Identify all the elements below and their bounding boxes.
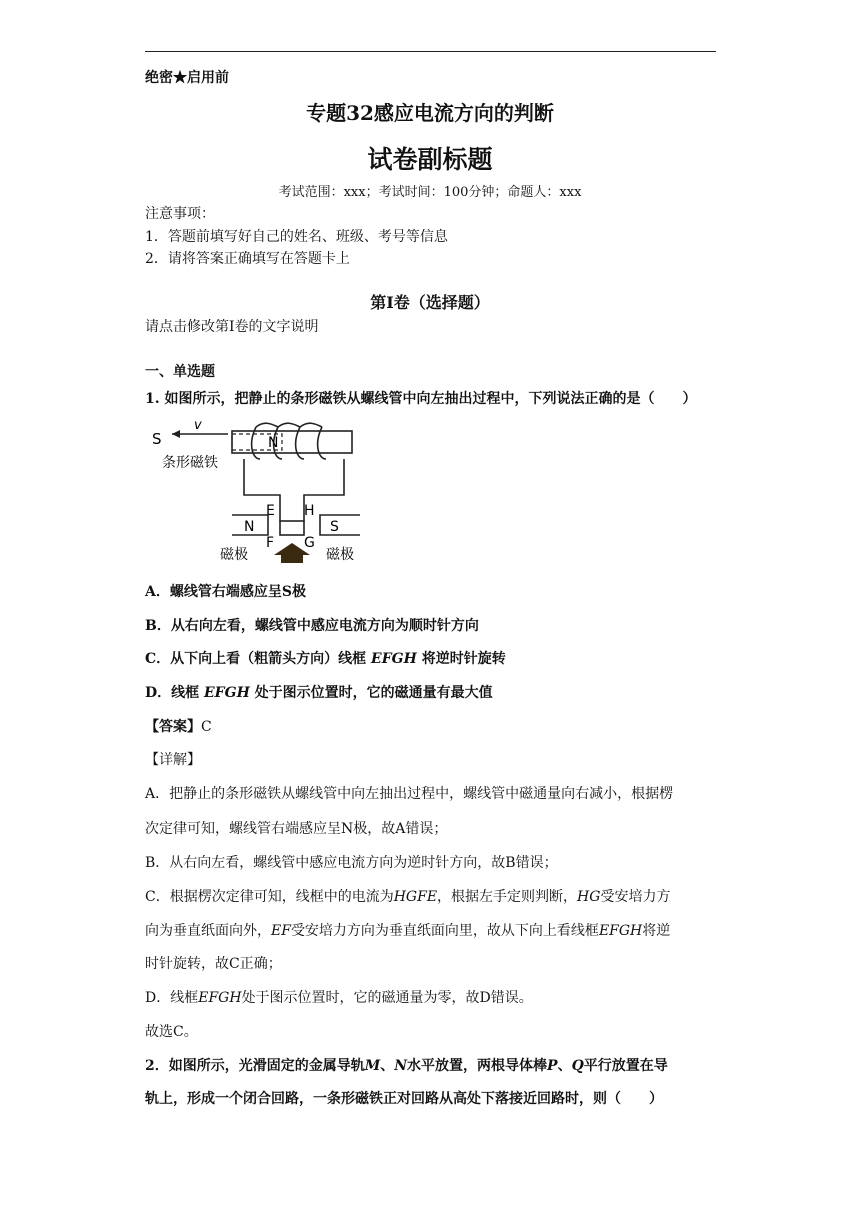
label-h: H [304,503,315,519]
page-title: 专题32感应电流方向的判断 [306,101,554,125]
q1-detail-b: B．从右向左看，螺线管中感应电流方向为逆时针方向，故B错误； [145,855,558,871]
magnet-n-label: N [268,435,279,451]
solenoid-coil-top [256,423,322,427]
q1-detail-a-line2: 次定律可知，螺线管右端感应呈N极，故A错误； [145,821,448,837]
confidential-mark: 绝密★启用前 [145,70,229,86]
question-2-line1: 2．如图所示，光滑固定的金属导轨M、N水平放置，两根导体棒P、Q平行放置在导 [145,1058,668,1074]
magnet-s-label: S [152,430,162,448]
q1-option-c: C．从下向上看（粗箭头方向）线框 EFGH 将逆时针旋转 [145,651,506,667]
velocity-arrow-head [172,430,180,438]
q1-detail-a-line1: A．把静止的条形磁铁从螺线管中向左抽出过程中，螺线管中磁通量向右减小，根据楞 [145,786,674,802]
part-description: 请点击修改第I卷的文字说明 [145,319,319,335]
exam-info: 考试范围：xxx；考试时间：100分钟；命题人：xxx [278,185,582,200]
q1-conclusion: 故选C。 [145,1024,198,1040]
q1-option-d: D．线框 EFGH 处于图示位置时，它的磁通量有最大值 [145,685,493,701]
section-heading: 一、单选题 [145,364,215,380]
question-2-line2: 轨上，形成一个闭合回路，一条形磁铁正对回路从高处下落接近回路时，则（ ） [145,1091,663,1107]
q1-answer: 【答案】C [145,719,212,735]
label-e: E [266,503,275,519]
page-subtitle: 试卷副标题 [367,145,493,174]
notes-item-2: 2．请将答案正确填写在答题卡上 [145,251,350,267]
pole-s-block [320,515,360,535]
notes-heading: 注意事项： [145,206,215,222]
pole-caption-left: 磁极 [220,547,248,563]
pole-n-label: N [244,519,255,535]
label-f: F [266,535,275,551]
q1-detail-c-line1: C．根据楞次定律可知，线框中的电流为HGFE，根据左手定则判断，HG受安培力方 [145,889,671,905]
q1-option-a: A．螺线管右端感应呈S极 [145,584,306,600]
part-title: 第I卷（选择题） [370,293,490,312]
velocity-label: v [194,418,202,433]
q1-detail-c-line3: 时针旋转，故C正确； [145,956,282,972]
q1-detail-label: 【详解】 [145,752,201,768]
q1-detail-c-line2: 向为垂直纸面向外，EF受安培力方向为垂直纸面向里，故从下向上看线框EFGH将逆 [145,923,671,939]
magnet-caption: 条形磁铁 [162,455,218,471]
header-rule [145,51,716,52]
q1-option-b: B．从右向左看，螺线管中感应电流方向为顺时针方向 [145,618,479,634]
q1-detail-d: D．线框EFGH处于图示位置时，它的磁通量为零，故D错误。 [145,990,533,1006]
pole-caption-right: 磁极 [326,547,354,563]
question-1-stem: 1. 如图所示，把静止的条形磁铁从螺线管中向左抽出过程中，下列说法正确的是（ ） [145,391,697,407]
q1-figure [148,415,378,567]
pole-s-label: S [330,519,339,535]
label-g: G [304,535,315,551]
notes-item-1: 1．答题前填写好自己的姓名、班级、考号等信息 [145,229,448,245]
loop-efgh [280,521,304,535]
